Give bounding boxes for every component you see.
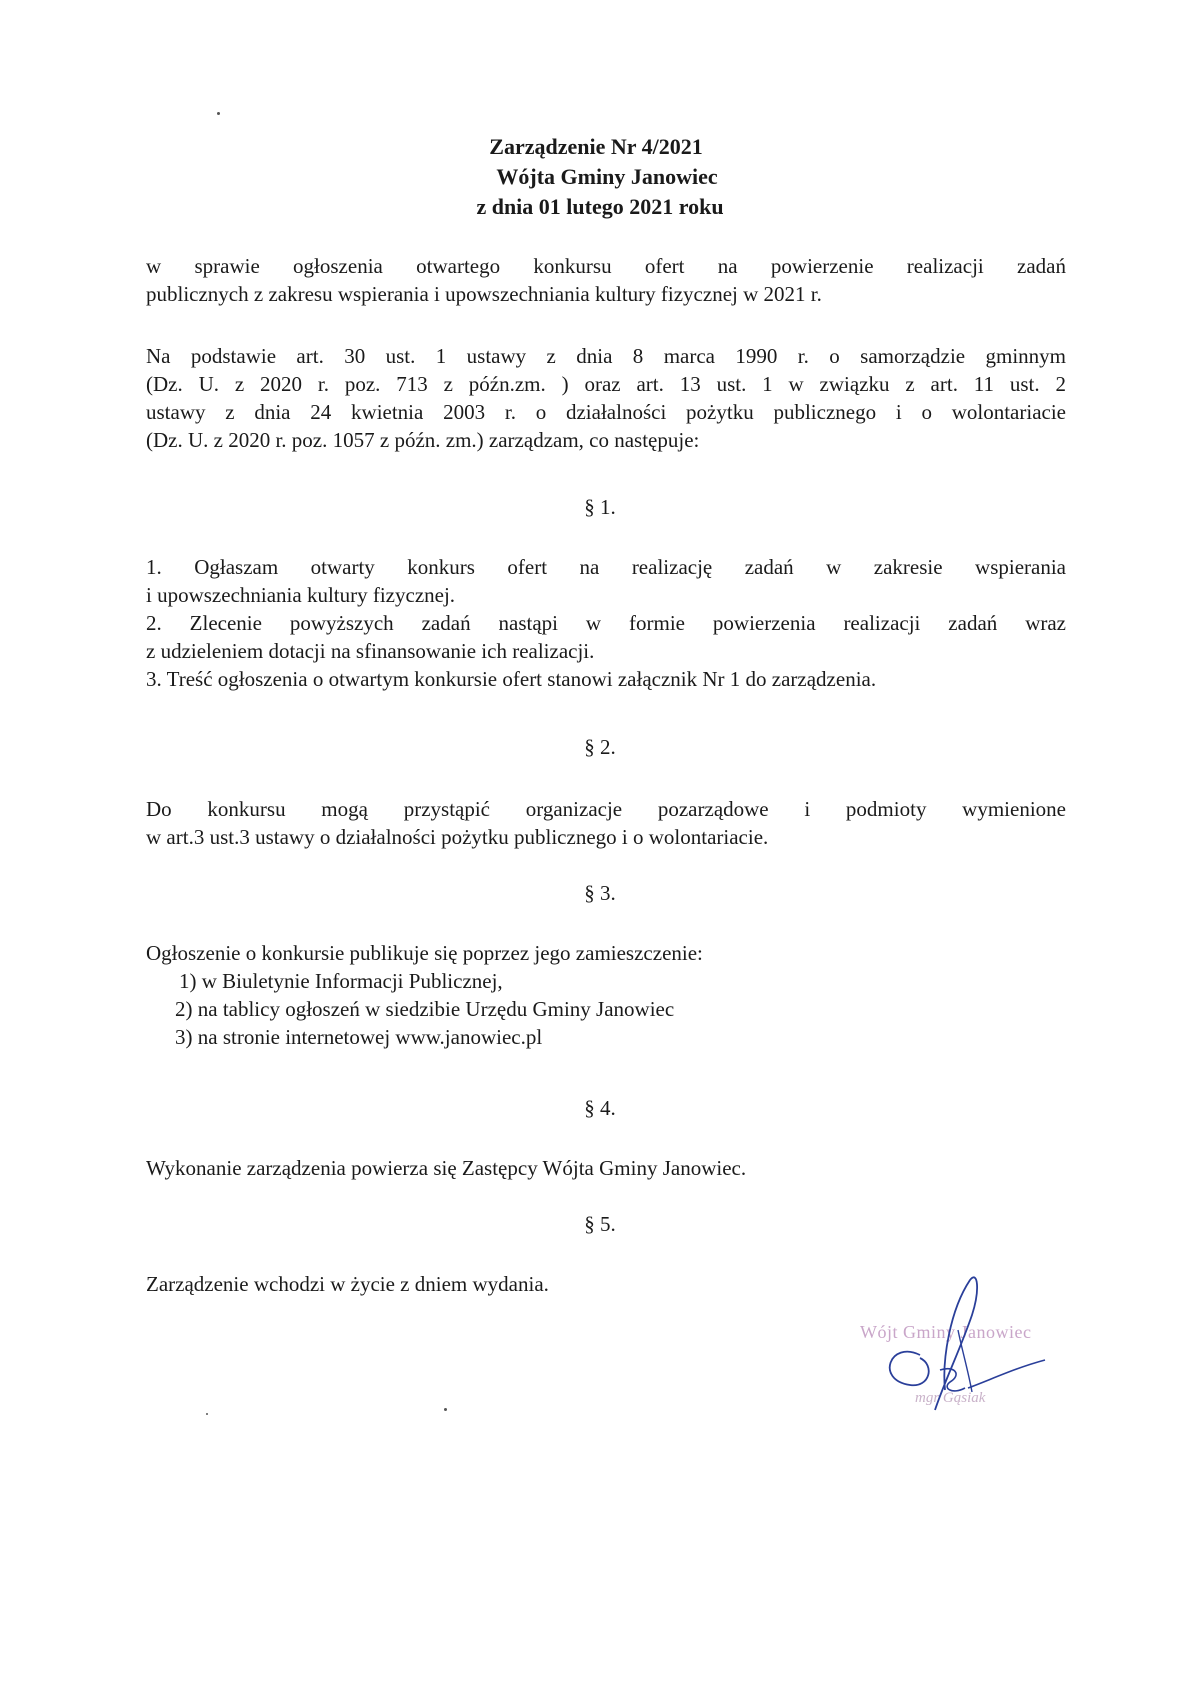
list-item: 2) na tablicy ogłoszeń w siedzibie Urzędu Gminy Janowiec bbox=[175, 997, 675, 1021]
official-stamp-name: mgr Gąsiak bbox=[915, 1390, 986, 1406]
basis-line: (Dz. U. z 2020 r. poz. 713 z późn.zm. ) oraz art. 13 ust. 1 w związku z art. 11 ust. 2 bbox=[146, 372, 1066, 396]
basis-line: ustawy z dnia 24 kwietnia 2003 r. o działalności pożytku publicznego i o wolontariacie bbox=[146, 400, 1066, 424]
legal-basis-paragraph bbox=[146, 342, 1066, 454]
section-2-line: w art.3 ust.3 ustawy o działalności pożytku publicznego i o wolontariacie. bbox=[146, 825, 769, 849]
section-heading-4: § 4. bbox=[584, 1096, 616, 1120]
scan-speck bbox=[444, 1408, 447, 1411]
section-heading-5: § 5. bbox=[584, 1212, 616, 1236]
basis-line: (Dz. U. z 2020 r. poz. 1057 z późn. zm.) zarządzam, co następuje: bbox=[146, 428, 700, 452]
section-1-body bbox=[146, 553, 1066, 693]
section-heading-3: § 3. bbox=[584, 881, 616, 905]
section-1-line: 1. Ogłaszam otwarty konkurs ofert na realizację zadań w zakresie wspierania bbox=[146, 555, 1066, 579]
section-1-line: 3. Treść ogłoszenia o otwartym konkursie ofert stanowi załącznik Nr 1 do zarządzenia. bbox=[146, 667, 877, 691]
list-item: 3) na stronie internetowej www.janowiec.pl bbox=[175, 1025, 543, 1049]
section-heading-2: § 2. bbox=[584, 735, 616, 759]
section-1-line: 2. Zlecenie powyższych zadań nastąpi w formie powierzenia realizacji zadań wraz bbox=[146, 611, 1066, 635]
official-stamp-text: Wójt Gminy Janowiec bbox=[860, 1322, 1032, 1342]
handwritten-signature bbox=[850, 1270, 1090, 1420]
section-5-body: Zarządzenie wchodzi w życie z dniem wydania. bbox=[146, 1272, 549, 1296]
section-1-line: z udzieleniem dotacji na sfinansowanie ich realizacji. bbox=[146, 639, 595, 663]
scan-speck bbox=[217, 112, 220, 115]
subject-paragraph bbox=[146, 252, 1066, 308]
scan-speck bbox=[206, 1413, 208, 1415]
publication-list bbox=[175, 967, 674, 1051]
section-heading-1: § 1. bbox=[584, 495, 616, 519]
section-2-line: Do konkursu mogą przystąpić organizacje pozarządowe i podmioty wymienione bbox=[146, 797, 1066, 821]
section-1-line: i upowszechniania kultury fizycznej. bbox=[146, 583, 456, 607]
section-2-body bbox=[146, 795, 1066, 851]
document-header bbox=[0, 132, 1200, 222]
basis-line: Na podstawie art. 30 ust. 1 ustawy z dnia 8 marca 1990 r. o samorządzie gminnym bbox=[146, 344, 1066, 368]
section-3-intro: Ogłoszenie o konkursie publikuje się poprzez jego zamieszczenie: bbox=[146, 941, 703, 965]
section-4-body: Wykonanie zarządzenia powierza się Zastępcy Wójta Gminy Janowiec. bbox=[146, 1156, 747, 1180]
header-date: z dnia 01 lutego 2021 roku bbox=[476, 194, 724, 219]
subject-line: publicznych z zakresu wspierania i upowszechniania kultury fizycznej w 2021 r. bbox=[146, 282, 822, 306]
header-title: Zarządzenie Nr 4/2021 bbox=[489, 134, 703, 159]
subject-line: w sprawie ogłoszenia otwartego konkursu ofert na powierzenie realizacji zadań bbox=[146, 254, 1066, 278]
list-item: 1) w Biuletynie Informacji Publicznej, bbox=[179, 969, 503, 993]
header-issuer: Wójta Gminy Janowiec bbox=[496, 164, 718, 189]
